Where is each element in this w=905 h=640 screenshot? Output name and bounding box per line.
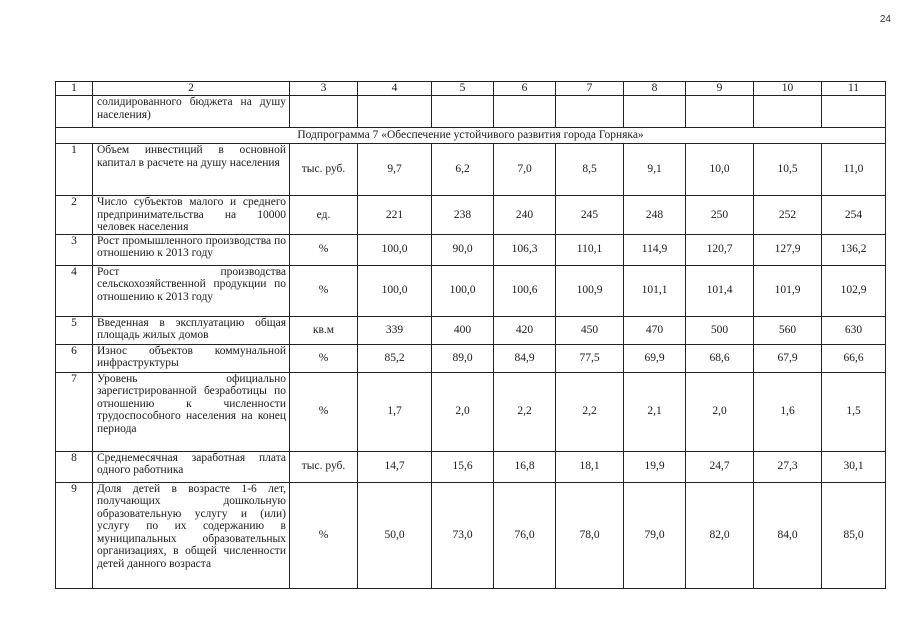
value-cell: 1,7	[358, 372, 432, 451]
value-cell: 400	[432, 316, 494, 344]
header-cell: 4	[358, 82, 432, 96]
indicators-table	[55, 81, 886, 589]
row-unit: %	[290, 482, 358, 588]
row-unit: кв.м	[290, 316, 358, 344]
row-number: 4	[56, 265, 93, 316]
value-cell: 101,9	[754, 265, 822, 316]
table-row	[56, 144, 886, 196]
continuation-row	[56, 96, 886, 128]
header-cell: 9	[686, 82, 754, 96]
value-cell: 114,9	[624, 234, 686, 265]
row-number: 1	[56, 144, 93, 196]
row-description: Рост промышленного производства по отношению к 2013 году	[93, 234, 290, 265]
row-description: Износ объектов коммунальной инфраструктуры	[93, 344, 290, 372]
row-unit: %	[290, 372, 358, 451]
value-cell: 16,8	[494, 451, 556, 482]
value-cell: 470	[624, 316, 686, 344]
value-cell: 339	[358, 316, 432, 344]
value-cell: 24,7	[686, 451, 754, 482]
value-cell: 450	[556, 316, 624, 344]
value-cell: 90,0	[432, 234, 494, 265]
value-cell: 248	[624, 196, 686, 235]
value-cell: 560	[754, 316, 822, 344]
header-row	[56, 82, 886, 96]
row-unit: %	[290, 234, 358, 265]
header-cell: 7	[556, 82, 624, 96]
value-cell: 84,0	[754, 482, 822, 588]
table-row	[56, 316, 886, 344]
row-number: 3	[56, 234, 93, 265]
row-number: 6	[56, 344, 93, 372]
row-description: Введенная в эксплуатацию общая площадь жилых домов	[93, 316, 290, 344]
value-cell: 250	[686, 196, 754, 235]
value-cell: 102,9	[822, 265, 886, 316]
value-cell: 30,1	[822, 451, 886, 482]
value-cell: 1,5	[822, 372, 886, 451]
value-cell: 110,1	[556, 234, 624, 265]
value-cell: 120,7	[686, 234, 754, 265]
value-cell: 66,6	[822, 344, 886, 372]
value-cell: 100,0	[358, 234, 432, 265]
row-unit: %	[290, 344, 358, 372]
table-row	[56, 196, 886, 235]
value-cell: 136,2	[822, 234, 886, 265]
value-cell: 85,2	[358, 344, 432, 372]
value-cell: 76,0	[494, 482, 556, 588]
row-description: Число субъектов малого и среднего предпринимательства на 10000 человек населения	[93, 196, 290, 235]
value-cell: 10,0	[686, 144, 754, 196]
value-cell: 2,0	[686, 372, 754, 451]
row-number: 7	[56, 372, 93, 451]
table-row	[56, 265, 886, 316]
header-cell: 1	[56, 82, 93, 96]
row-description: Объем инвестиций в основной капитал в расчете на душу населения	[93, 144, 290, 196]
table-row	[56, 372, 886, 451]
row-number: 8	[56, 451, 93, 482]
value-cell: 73,0	[432, 482, 494, 588]
value-cell: 82,0	[686, 482, 754, 588]
value-cell: 2,0	[432, 372, 494, 451]
row-description: солидированного бюджета на душу населения)	[93, 96, 290, 128]
row-description: Уровень официально зарегистрированной безработицы по отношению к численности трудоспособного населения на конец периода	[93, 372, 290, 451]
row-unit: %	[290, 265, 358, 316]
value-cell: 238	[432, 196, 494, 235]
subprogram-title: Подпрограмма 7 «Обеспечение устойчивого развития города Горняка»	[56, 128, 886, 144]
value-cell: 240	[494, 196, 556, 235]
value-cell: 85,0	[822, 482, 886, 588]
table-row	[56, 344, 886, 372]
value-cell: 77,5	[556, 344, 624, 372]
row-number: 2	[56, 196, 93, 235]
value-cell: 50,0	[358, 482, 432, 588]
value-cell: 7,0	[494, 144, 556, 196]
header-cell: 3	[290, 82, 358, 96]
value-cell: 101,1	[624, 265, 686, 316]
value-cell: 2,1	[624, 372, 686, 451]
value-cell: 27,3	[754, 451, 822, 482]
row-description: Доля детей в возрасте 1-6 лет, получающих дошкольную образовательную услугу и (или) услугу по их содержанию в муниципальных образовательных организациях, в общей численности детей данного возраста	[93, 482, 290, 588]
value-cell: 100,9	[556, 265, 624, 316]
value-cell: 69,9	[624, 344, 686, 372]
value-cell: 252	[754, 196, 822, 235]
value-cell: 100,0	[358, 265, 432, 316]
table-row	[56, 234, 886, 265]
value-cell: 14,7	[358, 451, 432, 482]
value-cell: 2,2	[494, 372, 556, 451]
value-cell: 101,4	[686, 265, 754, 316]
subprogram-row	[56, 128, 886, 144]
value-cell: 9,7	[358, 144, 432, 196]
value-cell: 100,6	[494, 265, 556, 316]
row-number: 5	[56, 316, 93, 344]
header-cell: 11	[822, 82, 886, 96]
row-description: Рост производства сельскохозяйственной продукции по отношению к 2013 году	[93, 265, 290, 316]
value-cell: 254	[822, 196, 886, 235]
row-number: 9	[56, 482, 93, 588]
value-cell: 630	[822, 316, 886, 344]
table-row	[56, 482, 886, 588]
value-cell: 79,0	[624, 482, 686, 588]
value-cell: 420	[494, 316, 556, 344]
value-cell: 221	[358, 196, 432, 235]
header-cell: 6	[494, 82, 556, 96]
table-row	[56, 451, 886, 482]
value-cell: 18,1	[556, 451, 624, 482]
value-cell: 84,9	[494, 344, 556, 372]
header-cell: 5	[432, 82, 494, 96]
value-cell: 127,9	[754, 234, 822, 265]
value-cell: 6,2	[432, 144, 494, 196]
value-cell: 68,6	[686, 344, 754, 372]
value-cell: 8,5	[556, 144, 624, 196]
row-unit: тыс. руб.	[290, 144, 358, 196]
value-cell: 67,9	[754, 344, 822, 372]
value-cell: 89,0	[432, 344, 494, 372]
header-cell: 8	[624, 82, 686, 96]
value-cell: 245	[556, 196, 624, 235]
value-cell: 11,0	[822, 144, 886, 196]
value-cell: 100,0	[432, 265, 494, 316]
value-cell: 9,1	[624, 144, 686, 196]
value-cell: 78,0	[556, 482, 624, 588]
header-cell: 10	[754, 82, 822, 96]
row-unit: тыс. руб.	[290, 451, 358, 482]
header-cell: 2	[93, 82, 290, 96]
value-cell: 106,3	[494, 234, 556, 265]
row-unit: ед.	[290, 196, 358, 235]
row-description: Среднемесячная заработная плата одного работника	[93, 451, 290, 482]
value-cell: 1,6	[754, 372, 822, 451]
value-cell: 15,6	[432, 451, 494, 482]
value-cell: 19,9	[624, 451, 686, 482]
page-number: 24	[879, 14, 891, 25]
value-cell: 10,5	[754, 144, 822, 196]
value-cell: 500	[686, 316, 754, 344]
value-cell: 2,2	[556, 372, 624, 451]
